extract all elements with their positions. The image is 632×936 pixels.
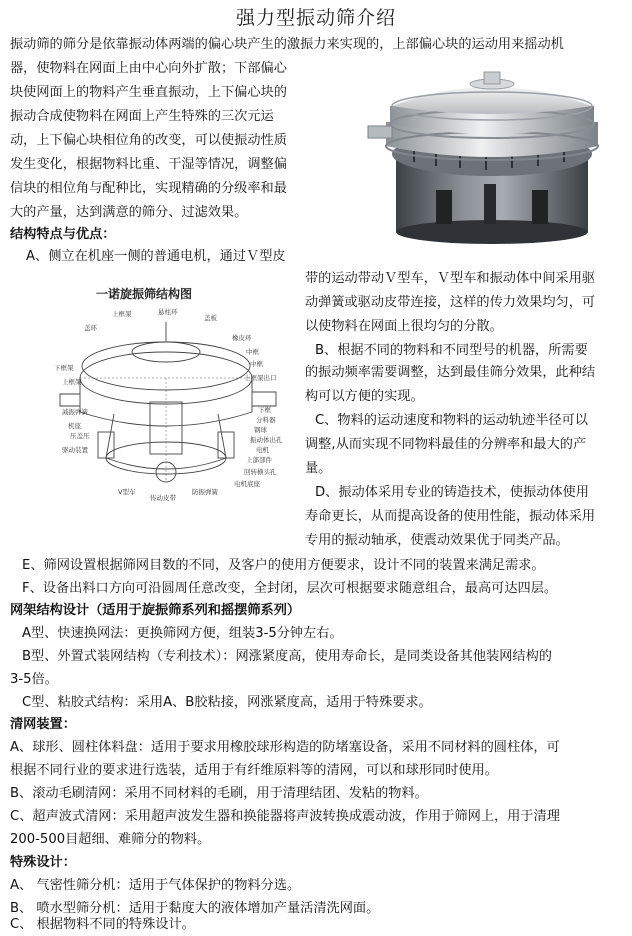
cleaning-line: 根据不同行业的要求进行选装，适用于有纤维原料等的清网，可以和球形同时使用。 [10,763,498,778]
mesh-frame-line: B型、外置式装网结构（专利技术）：网涨紧度高，使用寿命长，是同类设备其他装网结构的 [22,649,552,664]
diagram-label: 机座 [68,422,81,430]
cleaning-heading: 清网装置： [10,717,76,732]
diagram-label: 电机 [256,446,269,454]
feature-line: 量。 [305,461,332,476]
mesh-frame-line: C型、粘胶式结构：采用A、B胶粘接，网涨紧度高，适用于特殊要求。 [22,695,432,710]
structure-diagram [54,282,292,514]
diagram-label: 橡皮环 [232,334,252,342]
diagram-label: 驱动装置 [62,446,88,454]
diagram-label: 上框架 [62,378,82,386]
feature-line: 寿命更长，从而提高设备的使用性能，振动体采用 [305,509,596,524]
cleaning-line: B、滚动毛刷清网：采用不同材料的毛刷，用于清理结团、发粘的物料。 [10,786,428,801]
intro-line: 振动合成使物料在网面上产生特殊的三次元运 [10,109,274,124]
mesh-frame-line: A型、快速换网法：更换筛网方便，组装3-5分钟左右。 [22,626,343,641]
diagram-label: 回转横头孔 [244,468,277,476]
special-heading: 特殊设计： [10,855,76,870]
diagram-label: 压盖压 [70,432,90,440]
diagram-label: 中框 [250,360,263,368]
diagram-label: V型车 [118,488,136,496]
cleaning-line: 200-500目超细、难筛分的物料。 [10,832,211,847]
diagram-label: 盖板 [204,314,217,322]
intro-line: 信块的相位角与配种比，实现精确的分级率和最 [10,181,287,196]
cleaning-line: C、超声波式清网：采用超声波发生器和换能器将声波转换成震动波，作用于筛网上，用于清理 [10,809,560,824]
diagram-label: 减振弹簧 [62,408,88,416]
diagram-label: 振动体出孔 [250,436,283,444]
feature-line: 带的运动带动Ｖ型车，Ｖ型车和振动体中间采用驱 [305,271,596,286]
special-line: B、 喷水型筛分机：适用于黏度大的液体增加产量活清洗网面。 [10,901,380,916]
vibrating-screen-photo [366,62,618,248]
feature-line: F、设备出料口方向可沿圆周任意改变，全封闭，层次可根据要求随意组合，最高可达四层。 [22,581,558,596]
cleaning-line: A、球形、圆柱体料盘：适用于要求用橡胶球形构造的防堵塞设备，采用不同材料的圆柱体，可 [10,740,560,755]
diagram-label: 钢球 [254,426,267,434]
intro-line: 大的产量，达到满意的筛分、过滤效果。 [10,205,248,220]
feature-line: 动弹簧或驱动皮带连接，这样的传力效果均匀，可 [305,295,596,310]
diagram-label: 悬柱环 [158,308,178,316]
feature-line: B、根据不同的物料和不同型号的机器，所需要 [315,343,588,358]
special-line: A、 气密性筛分机：适用于气体保护的物料分选。 [10,878,301,893]
diagram-label: 下框架 [54,364,74,372]
feature-line: C、物料的运动速度和物料的运动轨迹半径可以 [315,413,588,428]
feature-line: A、侧立在机座一侧的普通电机，通过Ｖ型皮 [26,249,286,264]
diagram-label: 传动皮带 [150,494,176,502]
mesh-frame-heading: 网架结构设计（适用于旋振筛系列和摇摆筛系列） [10,603,301,618]
mesh-frame-line: 3-5倍。 [10,672,58,687]
diagram-label: 上框架出口 [244,374,277,382]
feature-line: D、振动体采用专业的铸造技术，使振动体使用 [315,485,589,500]
diagram-label: 电机底座 [234,480,260,488]
diagram-label: 上框架 [112,310,132,318]
diagram-title: 一诺旋振筛结构图 [96,287,193,301]
diagram-label: 下框 [258,406,271,414]
diagram-label: 盖环 [84,324,97,332]
diagram-label: 中框 [246,348,259,356]
diagram-label: 防振弹簧 [192,488,218,496]
feature-line: 的振动频率需要调整，达到最佳筛分效果，此种结 [305,365,596,380]
diagram-label: 上部部件 [246,456,272,464]
feature-line: 专用的振动轴承，使震动效果优于同类产品。 [305,533,569,548]
feature-line: 构可以方便的实现。 [305,389,424,404]
intro-line: 器，使物料在网面上由中心向外扩散；下部偏心 [10,61,287,76]
diagram-label: 分料器 [256,416,276,424]
features-heading: 结构特点与优点： [10,227,116,242]
intro-line: 发生变化，根据物料比重、干湿等情况，调整偏 [10,157,287,172]
feature-line: E、筛网设置根据筛网目数的不同，及客户的使用方便要求，设计不同的装置来满足需求。 [22,558,545,573]
intro-line: 振动筛的筛分是依靠振动体两端的偏心块产生的激振力来实现的，上部偏心块的运动用来摇动机 [10,37,564,52]
feature-line: 调整,从而实现不同物料最佳的分辨率和最大的产 [305,437,587,452]
intro-line: 动，上下偏心块相位角的改变，可以使振动性质 [10,133,287,148]
page-title: 强力型振动筛介绍 [235,7,396,29]
feature-line: 以使物料在网面上很均匀的分散。 [305,319,503,334]
special-line: C、 根据物料不同的特殊设计。 [10,917,195,932]
intro-line: 块使网面上的物料产生垂直振动，上下偏心块的 [10,85,287,100]
